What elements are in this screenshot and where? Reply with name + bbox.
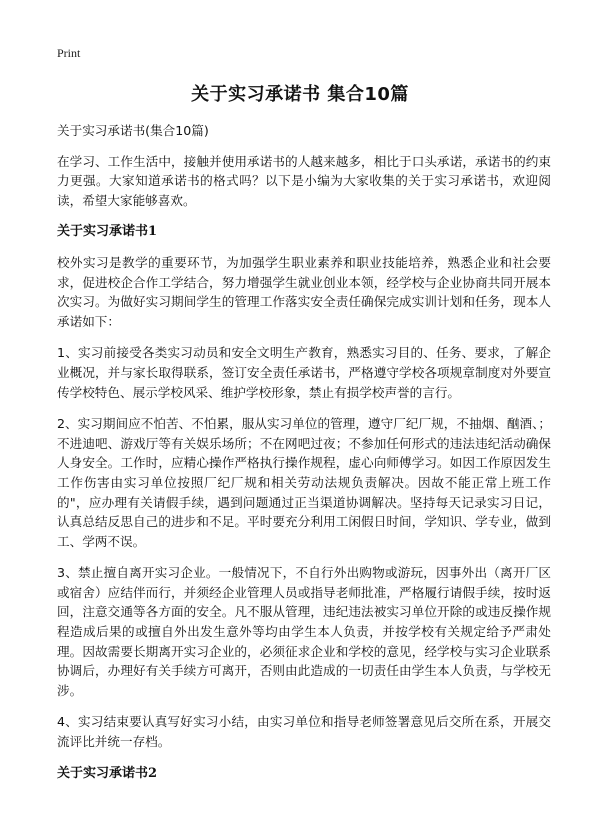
- document-subtitle: 关于实习承诺书(集合10篇): [57, 123, 209, 138]
- section1-paragraph: 3、禁止擅自离开实习企业。一般情况下，不自行外出购物或游玩，因事外出（离开厂区或宿舍）应结伴而行，并须经企业管理人员或指导老师批准，严格履行请假手续，按时返回，注意交通等各方面的安全。凡不服从管理，违纪违法被实习单位开除的或违反操作规程造成后果的或擅自外出发生意外等均由学生本人负责，并按学校有关规定给予严肃处理。因故需要长期离开实习企业的，必须征求企业和学校的意见，经学校与实习企业联系协调后，办理好有关手续方可离开，否则由此造成的一切责任由学生本人负责，与学校无涉。: [57, 565, 551, 698]
- section1-paragraph: 2、实习期间应不怕苦、不怕累，服从实习单位的管理，遵守厂纪厂规，不抽烟、酗酒、；不进迪吧、游戏厅等有关娱乐场所；不在网吧过夜；不参加任何形式的违法违纪活动确保人身安全。工作时，应精心操作严格执行操作规程，虚心向师傅学习。如因工作原因发生工作伤害由实习单位按照厂纪厂规和相关劳动法规负责解决。因故不能正常上班工作的"，应办理有关请假手续，遇到问题通过正当渠道协调解决。坚持每天记录实习日记，认真总结反思自己的进步和不足。平时要充分利用工闲假日时间，学知识、学专业，做到工、学两不误。: [57, 416, 551, 549]
- section1-paragraph: 1、实习前接受各类实习动员和安全文明生产教育，熟悉实习目的、任务、要求，了解企业概况，并与家长取得联系，签订安全责任承诺书，严格遵守学校各项规章制度对外要宣传学校特色、展示学校风采、维护学校形象，禁止有损学校声誉的言行。: [57, 345, 551, 400]
- page-title: 关于实习承诺书 集合10篇: [191, 84, 409, 105]
- print-label: Print: [57, 46, 81, 60]
- section1-paragraph: 校外实习是教学的重要环节，为加强学生职业素养和职业技能培养，熟悉企业和社会要求，促进校企合作工学结合，努力增强学生就业创业本领，经学校与企业协商共同开展本次实习。为做好实习期间学生的管理工作落实安全责任确保完成实训计划和任务，现本人承诺如下：: [57, 254, 551, 329]
- document-body: [57, 121, 551, 794]
- intro-paragraph: 在学习、工作生活中，接触并使用承诺书的人越来越多，相比于口头承诺，承诺书的约束力更强。大家知道承诺书的格式吗？以下是小编为大家收集的关于实习承诺书，欢迎阅读，希望大家能够喜欢。: [57, 153, 551, 208]
- section-heading-2: 关于实习承诺书2: [57, 765, 158, 781]
- section1-paragraph: 4、实习结束要认真写好实习小结，由实习单位和指导老师签署意见后交所在系，开展交流评比并统一存档。: [57, 714, 551, 750]
- section-heading-1: 关于实习承诺书1: [57, 224, 158, 240]
